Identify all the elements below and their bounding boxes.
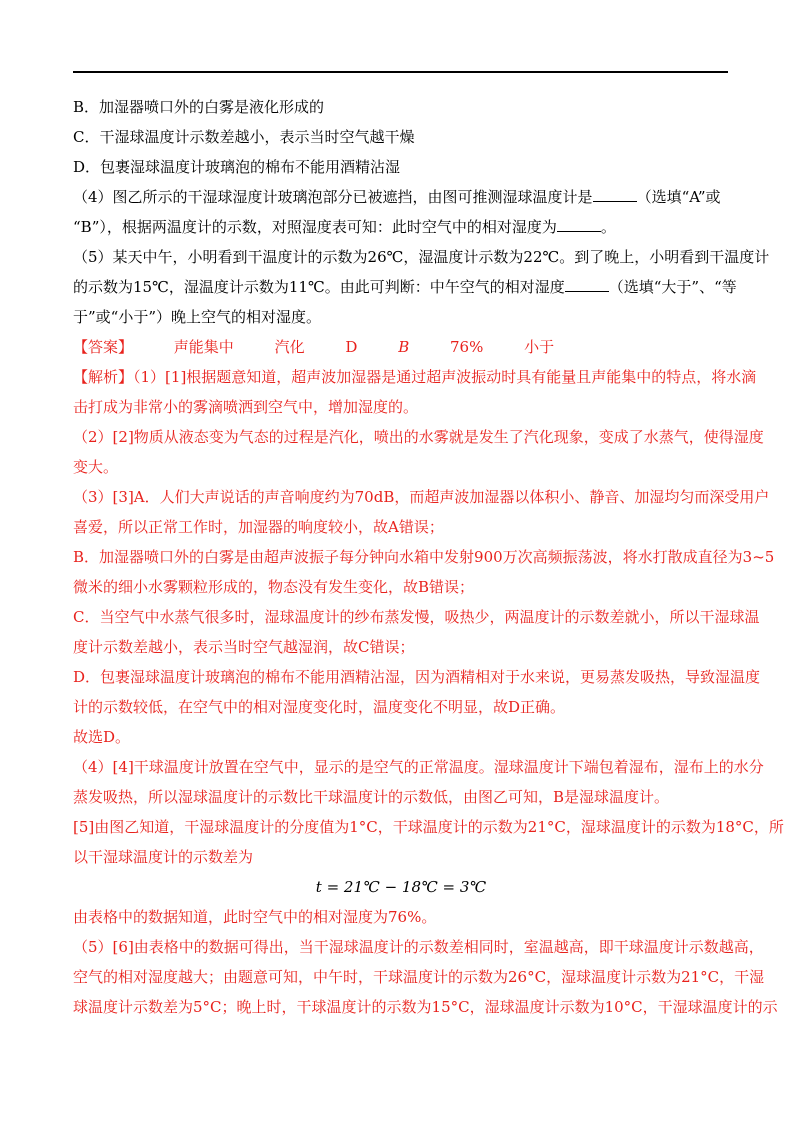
answer-item: 76%: [450, 338, 484, 356]
analysis-line: （2）[2]物质从液态变为气态的过程是汽化，喷出的水雾就是发生了汽化现象，变成了水蒸气，使得湿度: [73, 428, 764, 446]
analysis-line: 击打成为非常小的雾滴喷洒到空气中，增加湿度的。: [73, 398, 419, 416]
analysis-line: [5]由图乙知道，干湿球温度计的分度值为1°C，干球温度计的示数为21°C，湿球温度计的示数为18°C，所: [73, 818, 784, 836]
answer-item: B: [398, 338, 410, 356]
document-body: [73, 92, 784, 1022]
header-rule: [73, 71, 728, 73]
analysis-line: 度计示数差越小，表示当时空气越湿润，故C错误；: [73, 638, 415, 656]
option-d: D．包裹湿球温度计玻璃泡的棉布不能用酒精沾湿: [73, 158, 401, 176]
answer-blank: [593, 187, 637, 202]
answer-item: D: [345, 338, 358, 356]
option-c: C．干湿球温度计示数差越小，表示当时空气越干燥: [73, 128, 415, 146]
analysis-line: 变大。: [73, 458, 119, 476]
analysis-line: B．加湿器喷口外的白雾是由超声波振子每分钟向水箱中发射900万次高频振荡波，将水打散成直径为3~5: [73, 548, 775, 566]
answer-item: 小于: [524, 338, 555, 356]
analysis-line: 蒸发吸热，所以湿球温度计的示数比干球温度计的示数低，由图乙可知，B是湿球温度计。: [73, 788, 670, 806]
formula: t = 21℃ − 18℃ = 3℃: [315, 878, 487, 896]
question-5-line-1: （5）某天中午，小明看到干温度计的示数为26℃，湿温度计示数为22℃。到了晚上，小明看到干温度计: [73, 248, 770, 266]
answer-item: 声能集中: [173, 338, 234, 356]
question-5-line-2: 的示数为15℃，湿温度计示数为11℃。由此可判断：中午空气的相对湿度 （选填“大于”、“等: [73, 278, 737, 296]
analysis-line: D．包裹湿球温度计玻璃泡的棉布不能用酒精沾湿，因为酒精相对于水来说，更易蒸发吸热，导致湿温度: [73, 668, 761, 686]
answer-blank: [557, 217, 601, 232]
analysis-line: （5）[6]由表格中的数据可得出，当干湿球温度计的示数差相同时，室温越高，即干球温度计示数越高，: [73, 938, 764, 956]
analysis-line: 喜爱，所以正常工作时，加湿器的响度较小，故A错误；: [73, 518, 444, 536]
option-b: B．加湿器喷口外的白雾是液化形成的: [73, 98, 325, 116]
question-4-line-2: “B”），根据两温度计的示数，对照湿度表可知：此时空气中的相对湿度为 。: [73, 218, 616, 236]
answer-label: 【答案】: [73, 338, 134, 356]
answer-blank: [565, 277, 609, 292]
answer-item: 汽化: [274, 338, 305, 356]
analysis-line: 计的示数较低，在空气中的相对湿度变化时，温度变化不明显，故D正确。: [73, 698, 566, 716]
analysis-line: 故选D。: [73, 728, 131, 746]
analysis-line: （3）[3]A．人们大声说话的声音响度约为70dB，而超声波加湿器以体积小、静音、加湿均匀而深受用户: [73, 488, 770, 506]
question-4-line-1: （4）图乙所示的干湿球湿度计玻璃泡部分已被遮挡，由图可推测湿球温度计是 （选填“A”或: [73, 188, 721, 206]
analysis-line: 以干湿球温度计的示数差为: [73, 848, 254, 866]
analysis-line: 微米的细小水雾颗粒形成的，物态没有发生变化，故B错误；: [73, 578, 475, 596]
analysis-line: 【解析】（1）[1]根据题意知道，超声波加湿器是通过超声波振动时具有能量且声能集中的特点，将水滴: [73, 368, 757, 386]
answer-line: [73, 332, 729, 362]
analysis-line: （4）[4]干球温度计放置在空气中，显示的是空气的正常温度。湿球温度计下端包着湿布，湿布上的水分: [73, 758, 764, 776]
analysis-line: 空气的相对湿度越大；由题意可知，中午时，干球温度计的示数为26°C，湿球温度计示数为21°C，干湿: [73, 968, 765, 986]
analysis-line: 由表格中的数据知道，此时空气中的相对湿度为76%。: [73, 908, 437, 926]
question-5-line-3: 于”或“小于”）晚上空气的相对湿度。: [73, 308, 322, 326]
analysis-line: C．当空气中水蒸气很多时，湿球温度计的纱布蒸发慢，吸热少，两温度计的示数差就小，所以干湿球温: [73, 608, 760, 626]
analysis-line: 球温度计示数差为5°C；晚上时，干球温度计的示数为15°C，湿球温度计示数为10°C，干湿球温度计的示: [73, 998, 778, 1016]
